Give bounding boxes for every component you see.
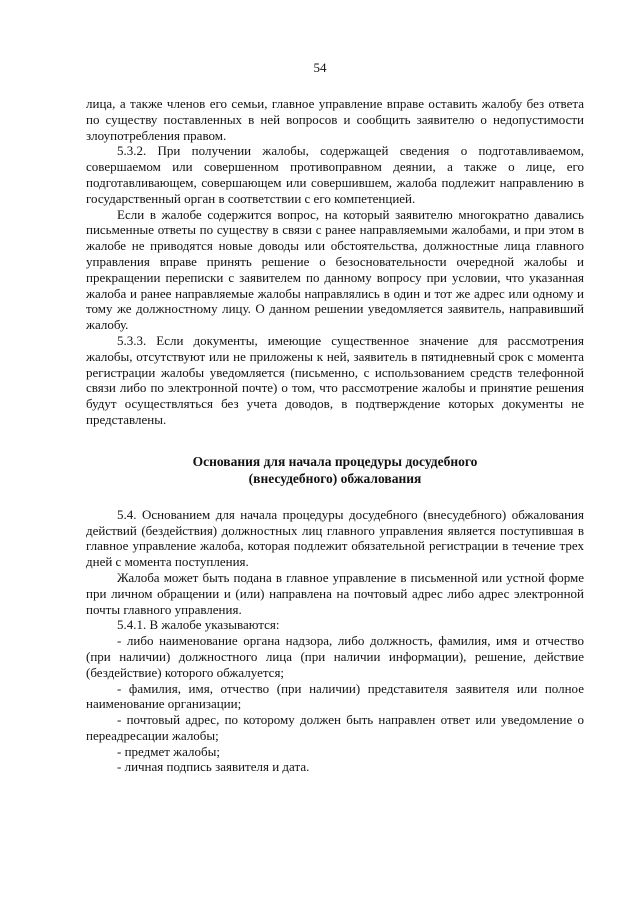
section-heading-line-1: Основания для начала процедуры досудебного	[192, 453, 478, 469]
paragraph-5-4-1: 5.4.1. В жалобе указываются:	[117, 617, 280, 633]
paragraph-5-3-2: 5.3.2. При получении жалобы, содержащей сведения о подготавливаемом, совершаемом или совершенном противоправном деянии, а также о лице, его подготавливающем, совершающем или совершившем, жалоба подлежит направлению в государственный орган в соответствии с его компетенцией.	[86, 143, 584, 206]
paragraph-complaint-form: Жалоба может быть подана в главное управление в письменной или устной форме при личном обращении и (или) направлена на почтовый адрес либо адрес электронной почты главного управления.	[86, 569, 584, 617]
paragraph-repeated-complaint: Если в жалобе содержится вопрос, на который заявителю многократно давались письменные ответы по существу в связи с ранее направляемыми жалобами, и при этом в жалобе не приводятся новые доводы или обстоятельства, должностные лица главного управления вправе принять решение о безосновательности очередной жалобы и прекращении переписки с заявителем по данному вопросу при условии, что указанная жалоба и ранее направляемые жалобы направлялись в один и тот же адрес или одному и тому же должностному лицу. О данном решении уведомляется заявитель, направивший жалобу.	[86, 206, 584, 333]
document-body	[86, 96, 584, 775]
list-item-signature: - личная подпись заявителя и дата.	[117, 759, 310, 775]
paragraph-5-3-3: 5.3.3. Если документы, имеющие существенное значение для рассмотрения жалобы, отсутствуют или не приложены к ней, заявитель в пятидневный срок с момента регистрации жалобы уведомляется (письменно, с использованием средств телефонной связи либо по электронной почте) о том, что рассмотрение жалобы и принятие решения будут осуществляться без учета доводов, в подтверждение которых документы не представлены.	[86, 332, 584, 427]
section-heading	[86, 453, 584, 487]
section-heading-line-2: (внесудебного) обжалования	[248, 470, 422, 486]
list-item-postal-address: - почтовый адрес, по которому должен быть направлен ответ или уведомление о переадресации жалобы;	[86, 712, 584, 743]
paragraph-5-4: 5.4. Основанием для начала процедуры досудебного (внесудебного) обжалования действий (бездействия) должностных лиц главного управления является поступившая в главное управление жалоба, которая подлежит обязательной регистрации в течение трех дней с момента поступления.	[86, 506, 584, 570]
paragraph-continuation: лица, а также членов его семьи, главное управление вправе оставить жалобу без ответа по существу поставленных в ней вопросов и сообщить заявителю о недопустимости злоупотребления правом.	[86, 96, 584, 143]
list-item-subject: - предмет жалобы;	[117, 743, 220, 759]
list-item-applicant-name: - фамилия, имя, отчество (при наличии) представителя заявителя или полное наименование организации;	[86, 680, 584, 712]
page-number: 54	[313, 60, 327, 75]
list-item-authority: - либо наименование органа надзора, либо должность, фамилия, имя и отчество (при наличии) должностного лица (при наличии информации), решение, действие (бездействие) которого обжалуется;	[86, 633, 584, 680]
